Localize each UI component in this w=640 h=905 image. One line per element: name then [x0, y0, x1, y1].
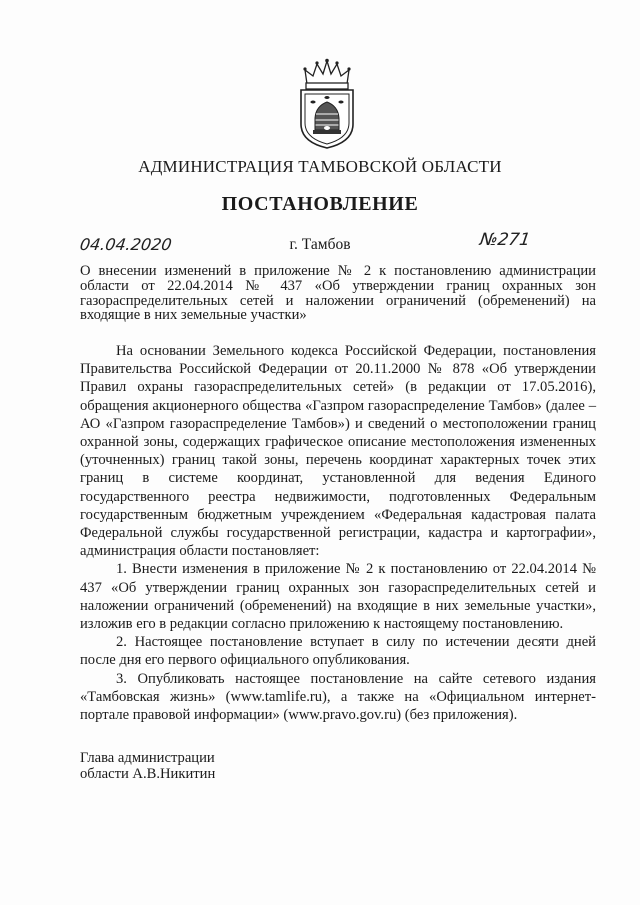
document-subject: О внесении изменений в приложение № 2 к постановлению администрации области от 22.04.2014 № 437 «Об утверждении границ охранных зон газораспределительных сетей и наложении ограничений (обременений) на входящие в них земельные участки» — [80, 263, 596, 324]
coat-of-arms-icon — [293, 58, 361, 150]
organization-title: АДМИНИСТРАЦИЯ ТАМБОВСКОЙ ОБЛАСТИ — [138, 157, 502, 176]
document-body — [80, 342, 596, 724]
preamble-paragraph: На основании Земельного кодекса Российской Федерации, постановления Правительства Российской Федерации от 20.11.2000 № 878 «Об утверждении Правил охраны газораспределительных сетей» (в редакции от 17.05.2016), обращения акционерного общества «Газпром газораспределение Тамбов» (далее – АО «Газпром газораспределение Тамбов») и сведений о местоположении границ охранной зоны, содержащих графическое описание местоположения измененных (уточненных) границ такой зоны, перечень координат характерных точек этих границ в системе координат, установленной для ведения Единого государственного реестра недвижимости, подготовленных Федеральным государственным бюджетным учреждением «Федеральная кадастровая палата Федеральной службы государственной регистрации, кадастра и картографии», администрация области постановляет: — [80, 343, 596, 560]
item-3-paragraph: 3. Опубликовать настоящее постановление на сайте сетевого издания «Тамбовская жизнь» (www.tamlife.ru), а также на «Официальном интернет-портале правовой информации» (www.pravo.gov.ru) (без приложения). — [80, 670, 596, 724]
document-type: ПОСТАНОВЛЕНИЕ — [221, 193, 419, 215]
item-2-paragraph: 2. Настоящее постановление вступает в силу по истечении десяти дней после дня его первого официального опубликования. — [80, 634, 596, 669]
document-city: г. Тамбов — [289, 236, 351, 253]
signature-block — [80, 750, 215, 782]
document-date: 04.04.2020 — [78, 235, 173, 254]
item-1-paragraph: 1. Внести изменения в приложение № 2 к постановлению от 22.04.2014 № 437 «Об утверждении границ охранных зон газораспределительных сетей и наложении ограничений (обременений) на входящие в них земельные участки», изложив его в редакции согласно приложению к настоящему постановлению. — [80, 561, 596, 633]
document-number: №271 — [478, 230, 532, 250]
signature-name: области А.В.Никитин — [80, 766, 216, 782]
signature-position: Глава администрации — [80, 750, 215, 766]
